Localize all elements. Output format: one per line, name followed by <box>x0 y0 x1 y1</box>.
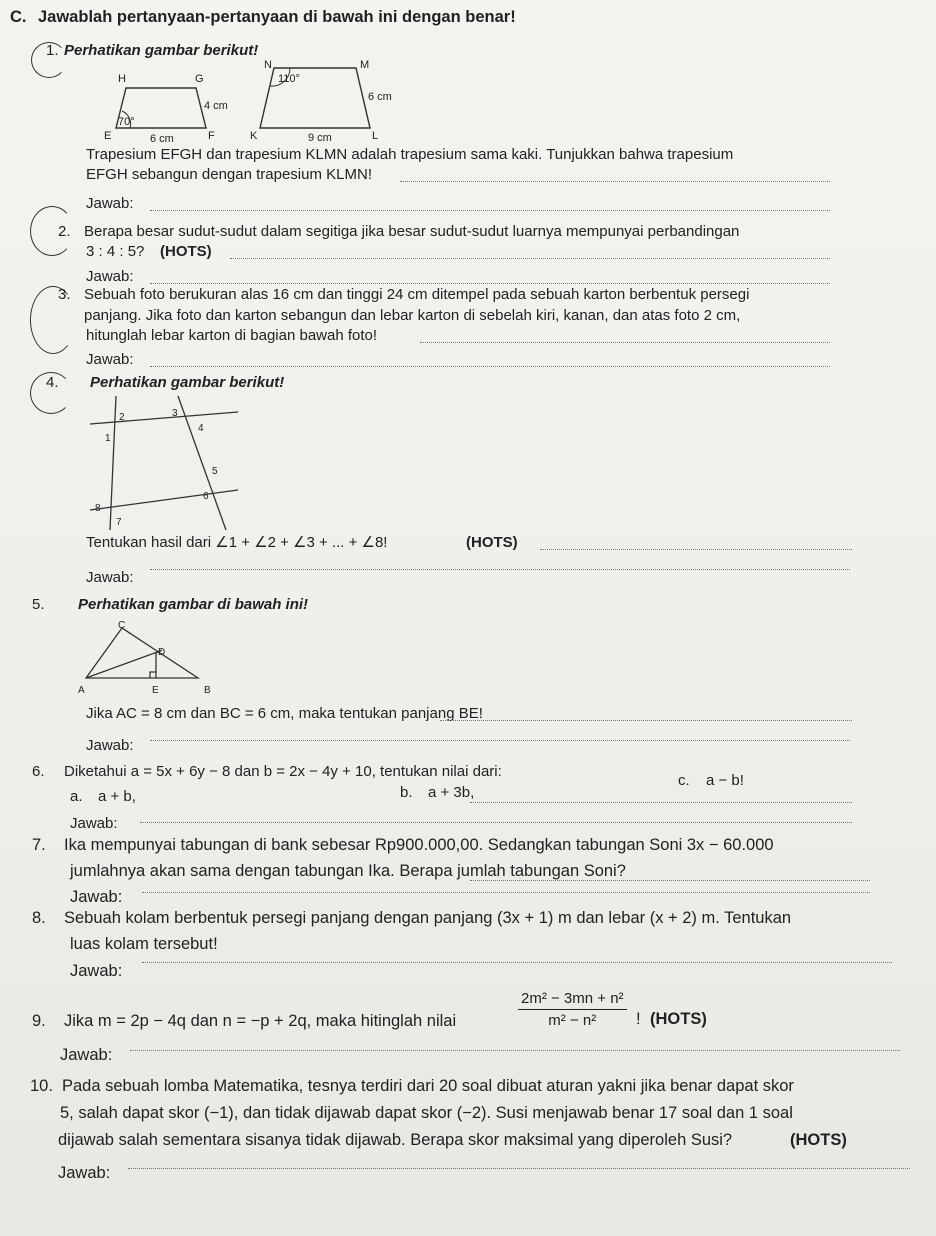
question-7-text-line2: jumlahnya akan sama dengan tabungan Ika. Berapa jumlah tabungan Soni? <box>70 862 626 880</box>
question-2-hots: (HOTS) <box>160 243 212 260</box>
question-10-number: 10. <box>30 1077 53 1095</box>
question-5-text: Jika AC = 8 cm dan BC = 6 cm, maka tentukan panjang BE! <box>86 705 483 722</box>
answer-line <box>130 1050 900 1051</box>
option-b-text: a + 3b, <box>428 784 475 801</box>
answer-line <box>470 802 852 803</box>
question-9-answer-label: Jawab: <box>60 1046 113 1064</box>
point-d: D <box>158 647 166 658</box>
question-7-text-line1: Ika mempunyai tabungan di bank sebesar Rp900.000,00. Sedangkan tabungan Soni 3x − 60.000 <box>64 836 774 854</box>
question-1-text-line2: EFGH sebangun dengan trapesium KLMN! <box>86 166 372 183</box>
answer-line <box>142 962 892 963</box>
question-7-answer-label: Jawab: <box>70 888 123 906</box>
question-2-answer-label: Jawab: <box>86 268 134 285</box>
label-f: F <box>208 130 215 142</box>
question-3-answer-label: Jawab: <box>86 351 134 368</box>
question-3-text-line2: panjang. Jika foto dan karton sebangun dan lebar karton di sebelah kiri, kanan, dan atas foto 2 cm, <box>84 307 741 324</box>
angle-label-3: 3 <box>172 408 178 419</box>
question-5-answer-label: Jawab: <box>86 737 134 754</box>
option-a-text: a + b, <box>98 788 136 805</box>
question-10-text-line3: dijawab salah sementara sisanya tidak dijawab. Berapa skor maksimal yang diperoleh Susi? <box>58 1131 733 1149</box>
fraction-denominator: m² − n² <box>548 1012 597 1029</box>
question-6-number: 6. <box>32 763 45 780</box>
answer-line <box>128 1168 910 1169</box>
question-3-text-line1: Sebuah foto berukuran alas 16 cm dan tinggi 24 cm ditempel pada sebuah karton berbentuk persegi <box>84 286 750 303</box>
question-9-text: Jika m = 2p − 4q dan n = −p + 2q, maka hitinglah nilai <box>64 1012 457 1030</box>
question-8-number: 8. <box>32 909 46 927</box>
question-7-number: 7. <box>32 836 46 854</box>
question-1-text-line1: Trapesium EFGH dan trapesium KLMN adalah trapesium sama kaki. Tunjukkan bahwa trapesium <box>86 146 734 163</box>
section-instruction: Jawablah pertanyaan-pertanyaan di bawah ini dengan benar! <box>38 8 516 26</box>
answer-line <box>150 740 850 741</box>
answer-line <box>470 880 870 881</box>
question-4-text: Tentukan hasil dari ∠1 + ∠2 + ∠3 + ... + ∠8! <box>86 534 388 551</box>
label-k: K <box>250 130 258 142</box>
label-base-9cm: 9 cm <box>308 132 332 144</box>
label-g: G <box>195 73 204 85</box>
angle-label-5: 5 <box>212 466 218 477</box>
answer-line <box>540 549 852 550</box>
label-e: E <box>104 130 112 142</box>
question-1-answer-label: Jawab: <box>86 195 134 212</box>
label-side-4cm: 4 cm <box>204 100 228 112</box>
answer-line <box>150 210 830 211</box>
label-n: N <box>264 59 272 71</box>
angle-label-6: 6 <box>203 491 209 502</box>
answer-line <box>420 342 830 343</box>
label-h: H <box>118 73 126 85</box>
question-10-text-line1: Pada sebuah lomba Matematika, tesnya terdiri dari 20 soal dibuat aturan yakni jika benar dapat skor <box>62 1077 794 1095</box>
option-c-text: a − b! <box>706 772 744 789</box>
question-1-number: 1. <box>46 42 59 59</box>
question-9-suffix: ! <box>636 1010 641 1028</box>
question-9-number: 9. <box>32 1012 46 1030</box>
answer-line <box>140 822 852 823</box>
trapezoid-klmn <box>260 68 370 128</box>
question-10-answer-label: Jawab: <box>58 1164 111 1182</box>
question-10-hots: (HOTS) <box>790 1131 847 1149</box>
angle-label-7: 7 <box>116 517 122 528</box>
question-6-answer-label: Jawab: <box>70 815 118 832</box>
label-l: L <box>372 130 379 142</box>
section-letter: C. <box>10 8 27 26</box>
question-5-title: Perhatikan gambar di bawah ini! <box>78 596 309 613</box>
question-9-hots: (HOTS) <box>650 1010 707 1028</box>
question-4-number: 4. <box>46 374 59 391</box>
answer-line <box>400 181 830 182</box>
fraction-numerator: 2m² − 3mn + n² <box>518 990 627 1010</box>
point-a: A <box>78 685 85 696</box>
question-4-hots: (HOTS) <box>466 534 518 551</box>
question-2-ratio: 3 : 4 : 5? <box>86 243 145 260</box>
question-1-title: Perhatikan gambar berikut! <box>64 42 259 59</box>
answer-line <box>230 258 830 259</box>
label-angle-70: 70° <box>118 116 135 128</box>
question-8-text-line2: luas kolam tersebut! <box>70 935 218 953</box>
option-a-label: a. <box>70 788 83 805</box>
angle-label-4: 4 <box>198 423 204 434</box>
question-4-title: Perhatikan gambar berikut! <box>90 374 285 391</box>
angle-label-8: 8 <box>95 503 101 514</box>
answer-line <box>440 720 852 721</box>
question-2-text-line1: Berapa besar sudut-sudut dalam segitiga jika besar sudut-sudut luarnya mempunyai perbandingan <box>84 223 740 240</box>
point-b: B <box>204 685 211 696</box>
question-3-number: 3. <box>58 286 71 303</box>
answer-line <box>142 892 870 893</box>
question-5-number: 5. <box>32 596 45 613</box>
question-3-text-line3: hitunglah lebar karton di bagian bawah foto! <box>86 327 378 344</box>
answer-line <box>150 366 830 367</box>
angle-label-2: 2 <box>119 412 125 423</box>
question-4-answer-label: Jawab: <box>86 569 134 586</box>
point-e: E <box>152 685 159 696</box>
label-side-6cm: 6 cm <box>368 91 392 103</box>
question-6-text: Diketahui a = 5x + 6y − 8 dan b = 2x − 4y + 10, tentukan nilai dari: <box>64 763 502 780</box>
point-c: C <box>118 620 126 631</box>
label-angle-110: 110° <box>278 73 300 85</box>
answer-line <box>150 283 830 284</box>
question-2-number: 2. <box>58 223 71 240</box>
question-8-text-line1: Sebuah kolam berbentuk persegi panjang dengan panjang (3x + 1) m dan lebar (x + 2) m. Tentukan <box>64 909 792 927</box>
triangle-figure <box>86 628 198 678</box>
question-8-answer-label: Jawab: <box>70 962 123 980</box>
option-b-label: b. <box>400 784 413 801</box>
answer-line <box>150 569 850 570</box>
label-m: M <box>360 59 370 71</box>
label-base-6cm: 6 cm <box>150 133 174 145</box>
option-c-label: c. <box>678 772 690 789</box>
question-9-fraction <box>518 990 627 1029</box>
angle-label-1: 1 <box>105 433 111 444</box>
question-10-text-line2: 5, salah dapat skor (−1), dan tidak dijawab dapat skor (−2). Susi menjawab benar 17 soal dan 1 soal <box>60 1104 793 1122</box>
